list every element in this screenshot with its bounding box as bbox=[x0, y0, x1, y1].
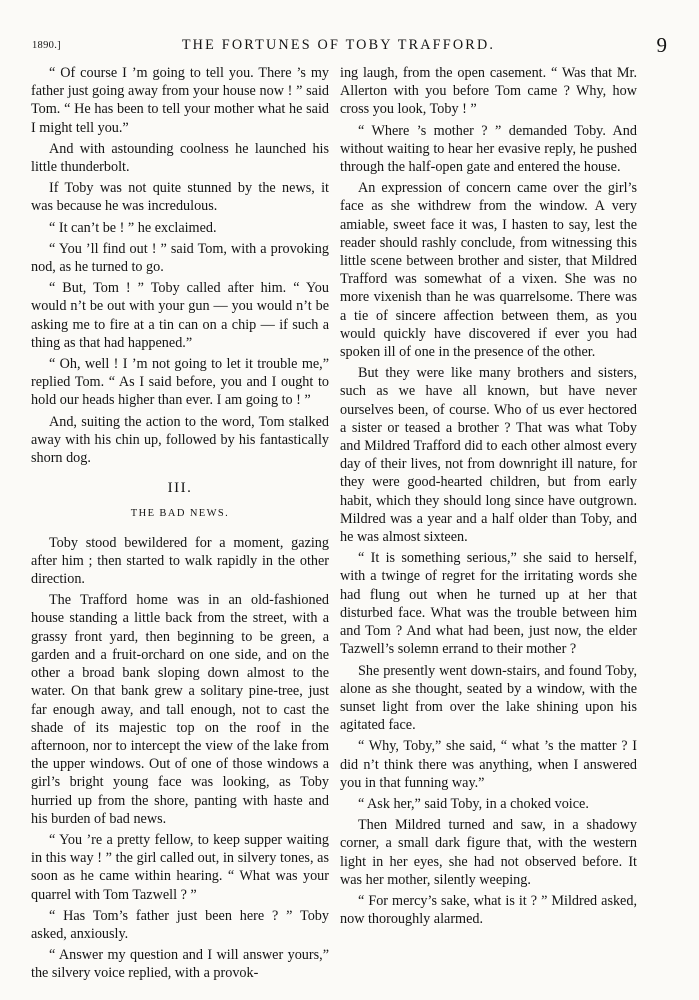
paragraph: “ Answer my question and I will answer yours,” the silvery voice replied, with a provok- bbox=[31, 947, 329, 982]
header-year: 1890.] bbox=[32, 40, 61, 51]
right-column bbox=[340, 64, 637, 931]
paragraph: “ Of course I ’m going to tell you. There ’s my father just going away from your house now ! ” said Tom. “ He has been to tell your mother what he said I might tell you.” bbox=[31, 65, 329, 136]
paragraph: “ It is something serious,” she said to herself, with a twinge of regret for the irritating words she had flung out when he turned up at her that disturbed face. What was the trouble between him and Tom ? And what had been, just now, the elder Tazwell’s solemn errand to their mother ? bbox=[340, 550, 637, 658]
paragraph: “ You ’ll find out ! ” said Tom, with a provoking nod, as he turned to go. bbox=[31, 240, 329, 276]
paragraph: Then Mildred turned and saw, in a shadowy corner, a small dark figure that, with the western light in her eyes, she had not observed before. It was her mother, silently weeping. bbox=[340, 817, 637, 888]
chapter-title: THE BAD NEWS. bbox=[130, 508, 230, 520]
left-column bbox=[31, 64, 329, 986]
paragraph: And with astounding coolness he launched his little thunderbolt. bbox=[31, 140, 329, 176]
paragraph: “ Ask her,” said Toby, in a choked voice. bbox=[358, 795, 589, 812]
page-number: 9 bbox=[656, 33, 667, 57]
paragraph: “ Where ’s mother ? ” demanded Toby. And without waiting to hear her evasive reply, he pushed through the half-open gate and entered the house. bbox=[340, 122, 637, 176]
paragraph: “ Why, Toby,” she said, “ what ’s the matter ? I did n’t think there was anything, when I answered you in that funning way.” bbox=[340, 738, 637, 791]
paragraph: “ You ’re a pretty fellow, to keep supper waiting in this way ! ” the girl called out, in silvery tones, as soon as he came within hearing. “ What was your quarrel with Tom Tazwell ? ” bbox=[31, 831, 329, 903]
paragraph: An expression of concern came over the girl’s face as she withdrew from the window. A very amiable, sweet face it was, I hasten to say, lest the reader should rashly conclude, from witnessing this little scene between brother and sister, that Mildred Trafford was somewhat of a vixen. She was no more vixenish than he was quarrelsome. There was a tie of sincere affection between them, as you would quickly have discovered if ever you had spoken ill of one in the presence of the other. bbox=[340, 180, 637, 361]
paragraph: “ For mercy’s sake, what is it ? ” Mildred asked, now thoroughly alarmed. bbox=[340, 892, 637, 928]
paragraph-continued: ing laugh, from the open casement. “ Was that Mr. Allerton with you before Tom came ? Why, how cross you look, Toby ! ” bbox=[340, 65, 637, 118]
paragraph: If Toby was not quite stunned by the news, it was because he was incredulous. bbox=[31, 180, 329, 215]
running-header bbox=[18, 33, 667, 58]
paragraph: “ Oh, well ! I ’m not going to let it trouble me,” replied Tom. “ As I said before, you and I ought to hold our heads higher than ever. I am going to ! ” bbox=[31, 356, 329, 409]
header-title: THE FORTUNES OF TOBY TRAFFORD. bbox=[181, 37, 496, 53]
paragraph: “ It can’t be ! ” he exclaimed. bbox=[49, 219, 217, 236]
paragraph: “ Has Tom’s father just been here ? ” Toby asked, anxiously. bbox=[31, 907, 329, 942]
paragraph: She presently went down-stairs, and found Toby, alone as she thought, seated by a window, with the sunset light from over the lake shining upon his agitated face. bbox=[340, 662, 637, 734]
paragraph: But they were like many brothers and sisters, such as we have all known, but have never ourselves been, of course. Who of us ever hectored a sister or teased a brother ? That was what Toby and Mildred Trafford did to each other almost every day of their lives, not from downright ill nature, for they were good-hearted children, but from early habit, which they should long since have outgrown. Mildred was a year and a half older than Toby, and he was almost sixteen. bbox=[340, 365, 637, 546]
paragraph: “ But, Tom ! ” Toby called after him. “ You would n’t be out with your gun — you would n’t be asking me to fire at a tin can on a chip — if such a thing as that had happened.” bbox=[31, 280, 329, 351]
paragraph: The Trafford home was in an old-fashioned house standing a little back from the street, with a grassy front yard, then beginning to be green, a garden and a fruit-orchard on one side, and on the other a broad bank sloping down almost to the water. On that bank grew a solitary pine-tree, just far enough away, and tall enough, not to cast the shade of its majestic top on the roof in the afternoon, nor to intercept the view of the lake from the upper windows. Out of one of those windows a girl’s bright young face was looking, as Toby hurried up from the shore, panting with haste and his burden of bad news. bbox=[31, 592, 329, 827]
paragraph: Toby stood bewildered for a moment, gazing after him ; then started to walk rapidly in the other direction. bbox=[31, 534, 329, 588]
chapter-number: III. bbox=[167, 480, 193, 497]
paragraph: And, suiting the action to the word, Tom stalked away with his chin up, followed by his fantastically shorn dog. bbox=[31, 413, 329, 467]
